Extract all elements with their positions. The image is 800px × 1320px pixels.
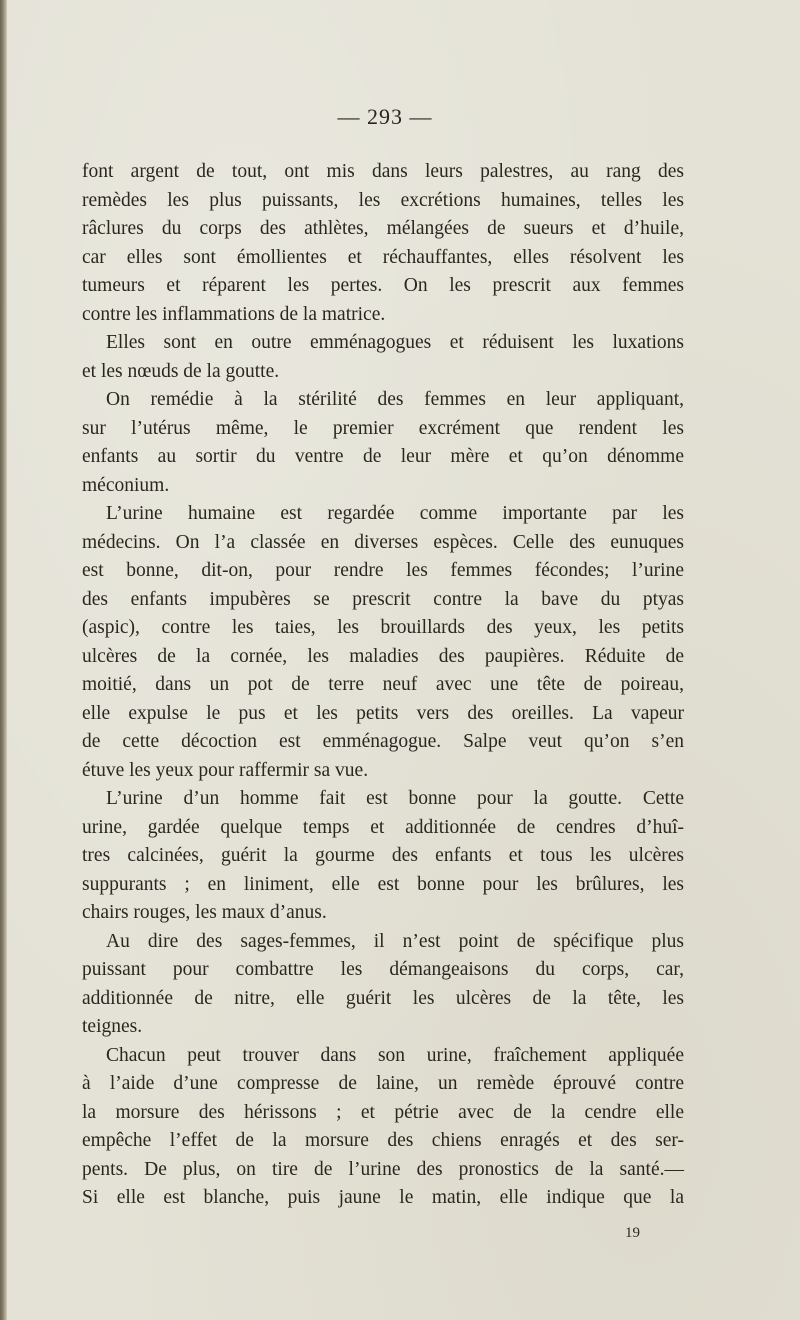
text-line: sur l’utérus même, le premier excrément que rendent les (82, 417, 684, 439)
page-binding-edge (0, 0, 7, 1320)
text-line: (aspic), contre les taies, les brouillards des yeux, les petits (82, 617, 684, 638)
printer-signature-mark: 19 (625, 1225, 640, 1241)
text-line: moitié, dans un pot de terre neuf avec une tête de poireau, (82, 674, 684, 695)
paragraph (82, 785, 684, 928)
text-line: chairs rouges, les maux d’anus. (82, 902, 327, 923)
paragraph (82, 1042, 684, 1213)
text-line: contre les inflammations de la matrice. (82, 303, 386, 325)
text-line: elle expulse le pus et les petits vers des oreilles. La vapeur (82, 702, 684, 724)
text-line: teignes. (82, 1016, 143, 1037)
text-line: Si elle est blanche, puis jaune le matin, elle indique que la (82, 1187, 684, 1208)
text-line: On remédie à la stérilité des femmes en leur appliquant, (106, 389, 684, 410)
text-line: est bonne, dit-on, pour rendre les femmes fécondes; l’urine (82, 560, 684, 581)
text-line: et les nœuds de la goutte. (82, 360, 280, 382)
body-text (82, 158, 684, 1213)
text-line: râclures du corps des athlètes, mélangées de sueurs et d’huile, (82, 218, 684, 239)
paragraph (82, 928, 684, 1042)
paragraph (82, 500, 684, 785)
text-line: L’urine d’un homme fait est bonne pour la goutte. Cette (106, 788, 684, 809)
text-line: Chacun peut trouver dans son urine, fraîchement appliquée (106, 1044, 684, 1066)
text-line: tres calcinées, guérit la gourme des enfants et tous les ulcères (82, 845, 684, 866)
text-line: enfants au sortir du ventre de leur mère et qu’on dénomme (82, 446, 684, 467)
text-line: médecins. On l’a classée en diverses espèces. Celle des eunuques (82, 531, 684, 553)
text-line: remèdes les plus puissants, les excrétions humaines, telles les (82, 189, 684, 211)
text-line: L’urine humaine est regardée comme importante par les (106, 503, 684, 524)
text-line: car elles sont émollientes et réchauffantes, elles résolvent les (82, 246, 684, 268)
text-line: méconium. (82, 474, 170, 496)
paragraph (82, 386, 684, 500)
text-line: empêche l’effet de la morsure des chiens enragés et des ser- (82, 1130, 684, 1151)
text-line: urine, gardée quelque temps et additionnée de cendres d’huî- (82, 816, 684, 838)
text-line: Elles sont en outre emménagogues et réduisent les luxations (106, 332, 684, 353)
text-line: la morsure des hérissons ; et pétrie avec de la cendre elle (82, 1101, 684, 1123)
text-line: pents. De plus, on tire de l’urine des pronostics de la santé.— (82, 1158, 684, 1180)
text-line: additionnée de nitre, elle guérit les ulcères de la tête, les (82, 987, 684, 1009)
text-line: étuve les yeux pour raffermir sa vue. (82, 759, 369, 781)
text-line: Au dire des sages-femmes, il n’est point de spécifique plus (106, 930, 684, 952)
paragraph (82, 329, 684, 386)
text-line: puissant pour combattre les démangeaisons du corps, car, (82, 959, 684, 980)
text-line: à l’aide d’une compresse de laine, un remède éprouvé contre (82, 1073, 684, 1094)
text-line: des enfants impubères se prescrit contre la bave du ptyas (82, 588, 684, 610)
text-line: ulcères de la cornée, les maladies des paupières. Réduite de (82, 645, 684, 667)
page-number: — 293 — (337, 104, 433, 129)
paragraph (82, 158, 684, 329)
text-line: de cette décoction est emménagogue. Salpe veut qu’on s’en (82, 731, 684, 752)
text-line: tumeurs et réparent les pertes. On les prescrit aux femmes (82, 275, 684, 296)
text-line: suppurants ; en liniment, elle est bonne pour les brûlures, les (82, 873, 684, 895)
text-line: font argent de tout, ont mis dans leurs palestres, au rang des (82, 161, 684, 182)
